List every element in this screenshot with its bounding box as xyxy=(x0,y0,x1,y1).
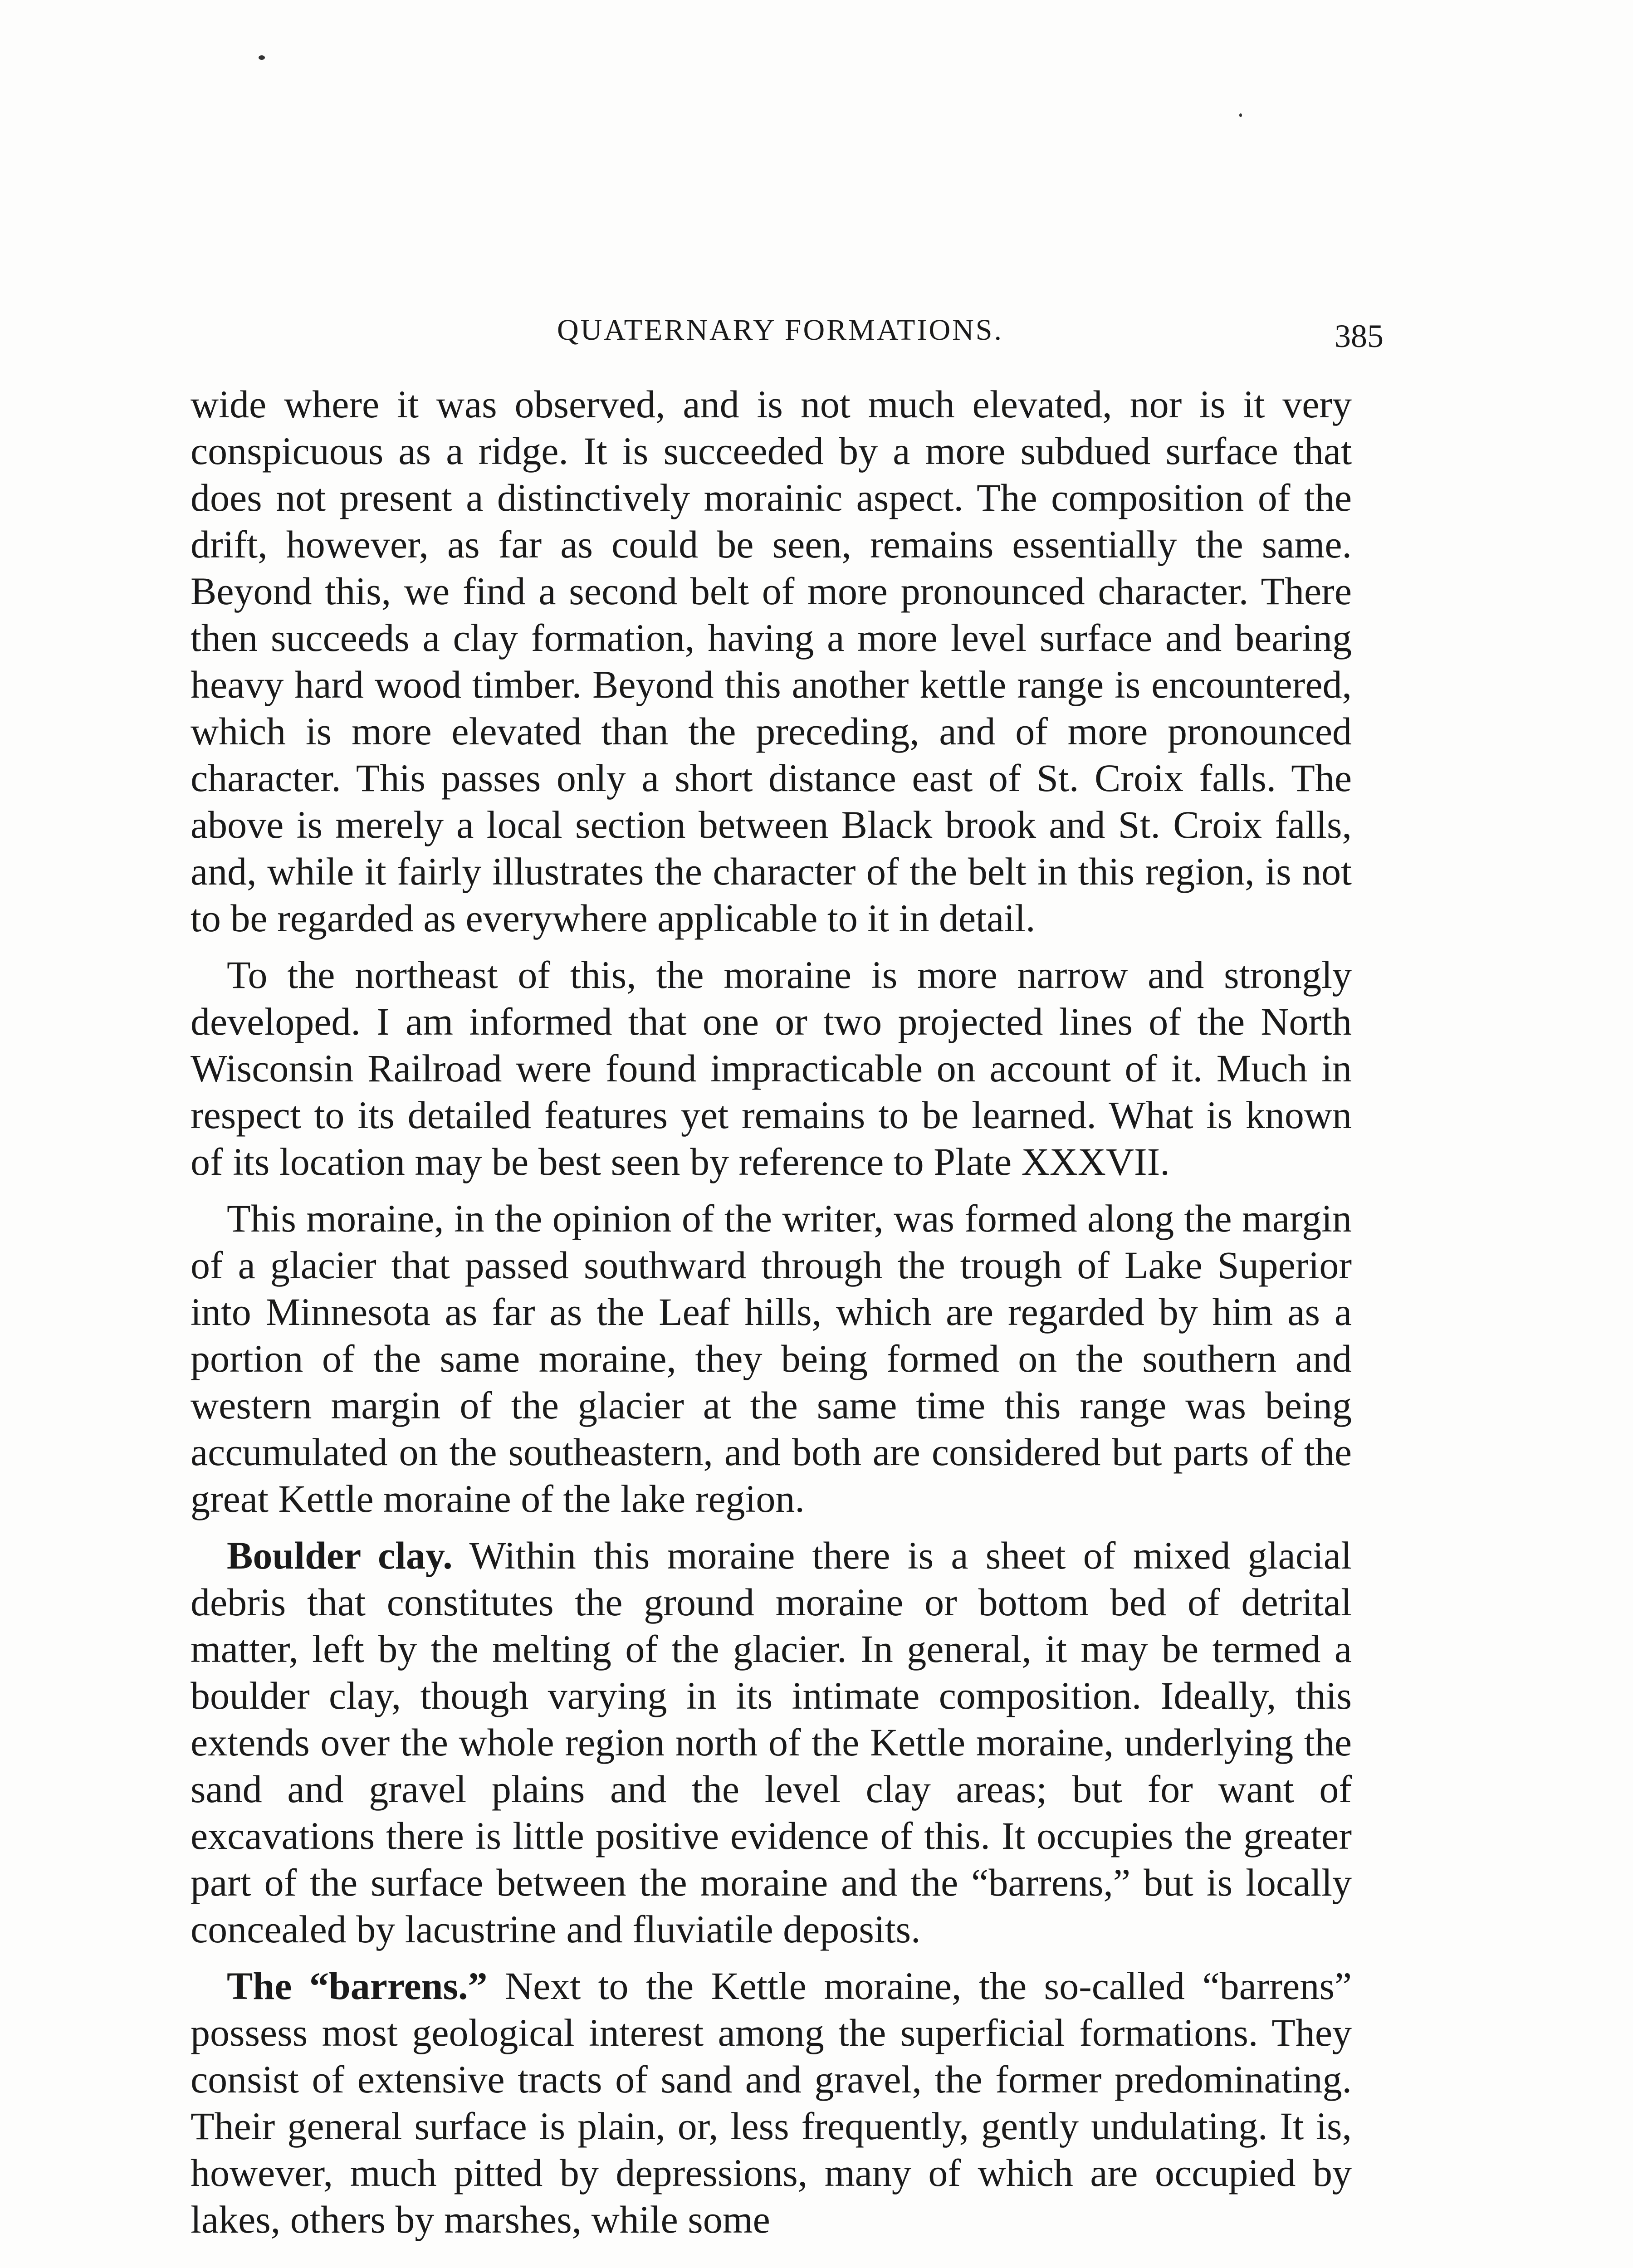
section-heading: Boulder clay. xyxy=(227,1534,453,1577)
paragraph-text: To the northeast of this, the moraine is more narrow and strongly developed. I am informed that one or two projected lines of the North Wisconsin Railroad were found impracticable on account of it. Much in respect to its detailed features yet remains to be learned. What is known of its location may be best seen by reference to Plate XXXVII. xyxy=(191,953,1352,1183)
print-speck xyxy=(1239,113,1242,117)
paragraph-text: Within this moraine there is a sheet of mixed glacial debris that constitutes the ground moraine or bottom bed of detrital matter, left by the melting of the glacier. In general, it may be termed a boulder clay, though varying in its intimate composition. Ideally, this extends over the whole region north of the Kettle moraine, underlying the sand and gravel plains and the level clay areas; but for want of excavations there is little positive evidence of this. It occupies the greater part of the surface between the moraine and the “barrens,” but is locally concealed by lacustrine and fluviatile deposits. xyxy=(191,1534,1352,1951)
paragraph-text: This moraine, in the opinion of the writer, was formed along the margin of a glacier that passed southward through the trough of Lake Superior into Minnesota as far as the Leaf hills, which are regarded by him as a portion of the same moraine, they being formed on the southern and western margin of the glacier at the same time this range was being accumulated on the southeastern, and both are considered but parts of the great Kettle moraine of the lake region. xyxy=(191,1197,1352,1520)
page-header xyxy=(191,313,1384,354)
paragraph-text: Next to the Kettle moraine, the so-called “barrens” possess most geological interest among the superficial formations. They consist of extensive tracts of sand and gravel, the former predominating. Their general surface is plain, or, less frequently, gently undulating. It is, however, much pitted by depressions, many of which are occupied by lakes, others by marshes, while some xyxy=(191,1964,1352,2241)
paragraph xyxy=(191,1195,1352,1522)
print-speck xyxy=(259,55,265,60)
paragraph-text: wide where it was observed, and is not much elevated, nor is it very conspicuous as a ridge. It is succeeded by a more subdued surface that does not present a distinctively morainic aspect. The composition of the drift, however, as far as could be seen, remains essentially the same. Beyond this, we find a second belt of more pronounced character. There then succeeds a clay formation, having a more level surface and bearing heavy hard wood timber. Beyond this another kettle range is encountered, which is more elevated than the preceding, and of more pronounced character. This passes only a short distance east of St. Croix falls. The above is merely a local section between Black brook and St. Croix falls, and, while it fairly illustrates the character of the belt in this region, is not to be regarded as everywhere applicable to it in detail. xyxy=(191,382,1352,940)
page-number: 385 xyxy=(1335,318,1384,354)
paragraph xyxy=(191,381,1352,942)
running-head: QUATERNARY FORMATIONS. xyxy=(557,313,1003,347)
paragraph xyxy=(191,952,1352,1185)
paragraph xyxy=(191,1963,1352,2243)
body-text xyxy=(191,381,1352,2253)
paragraph xyxy=(191,1532,1352,1953)
section-heading: The “barrens.” xyxy=(227,1964,488,2008)
